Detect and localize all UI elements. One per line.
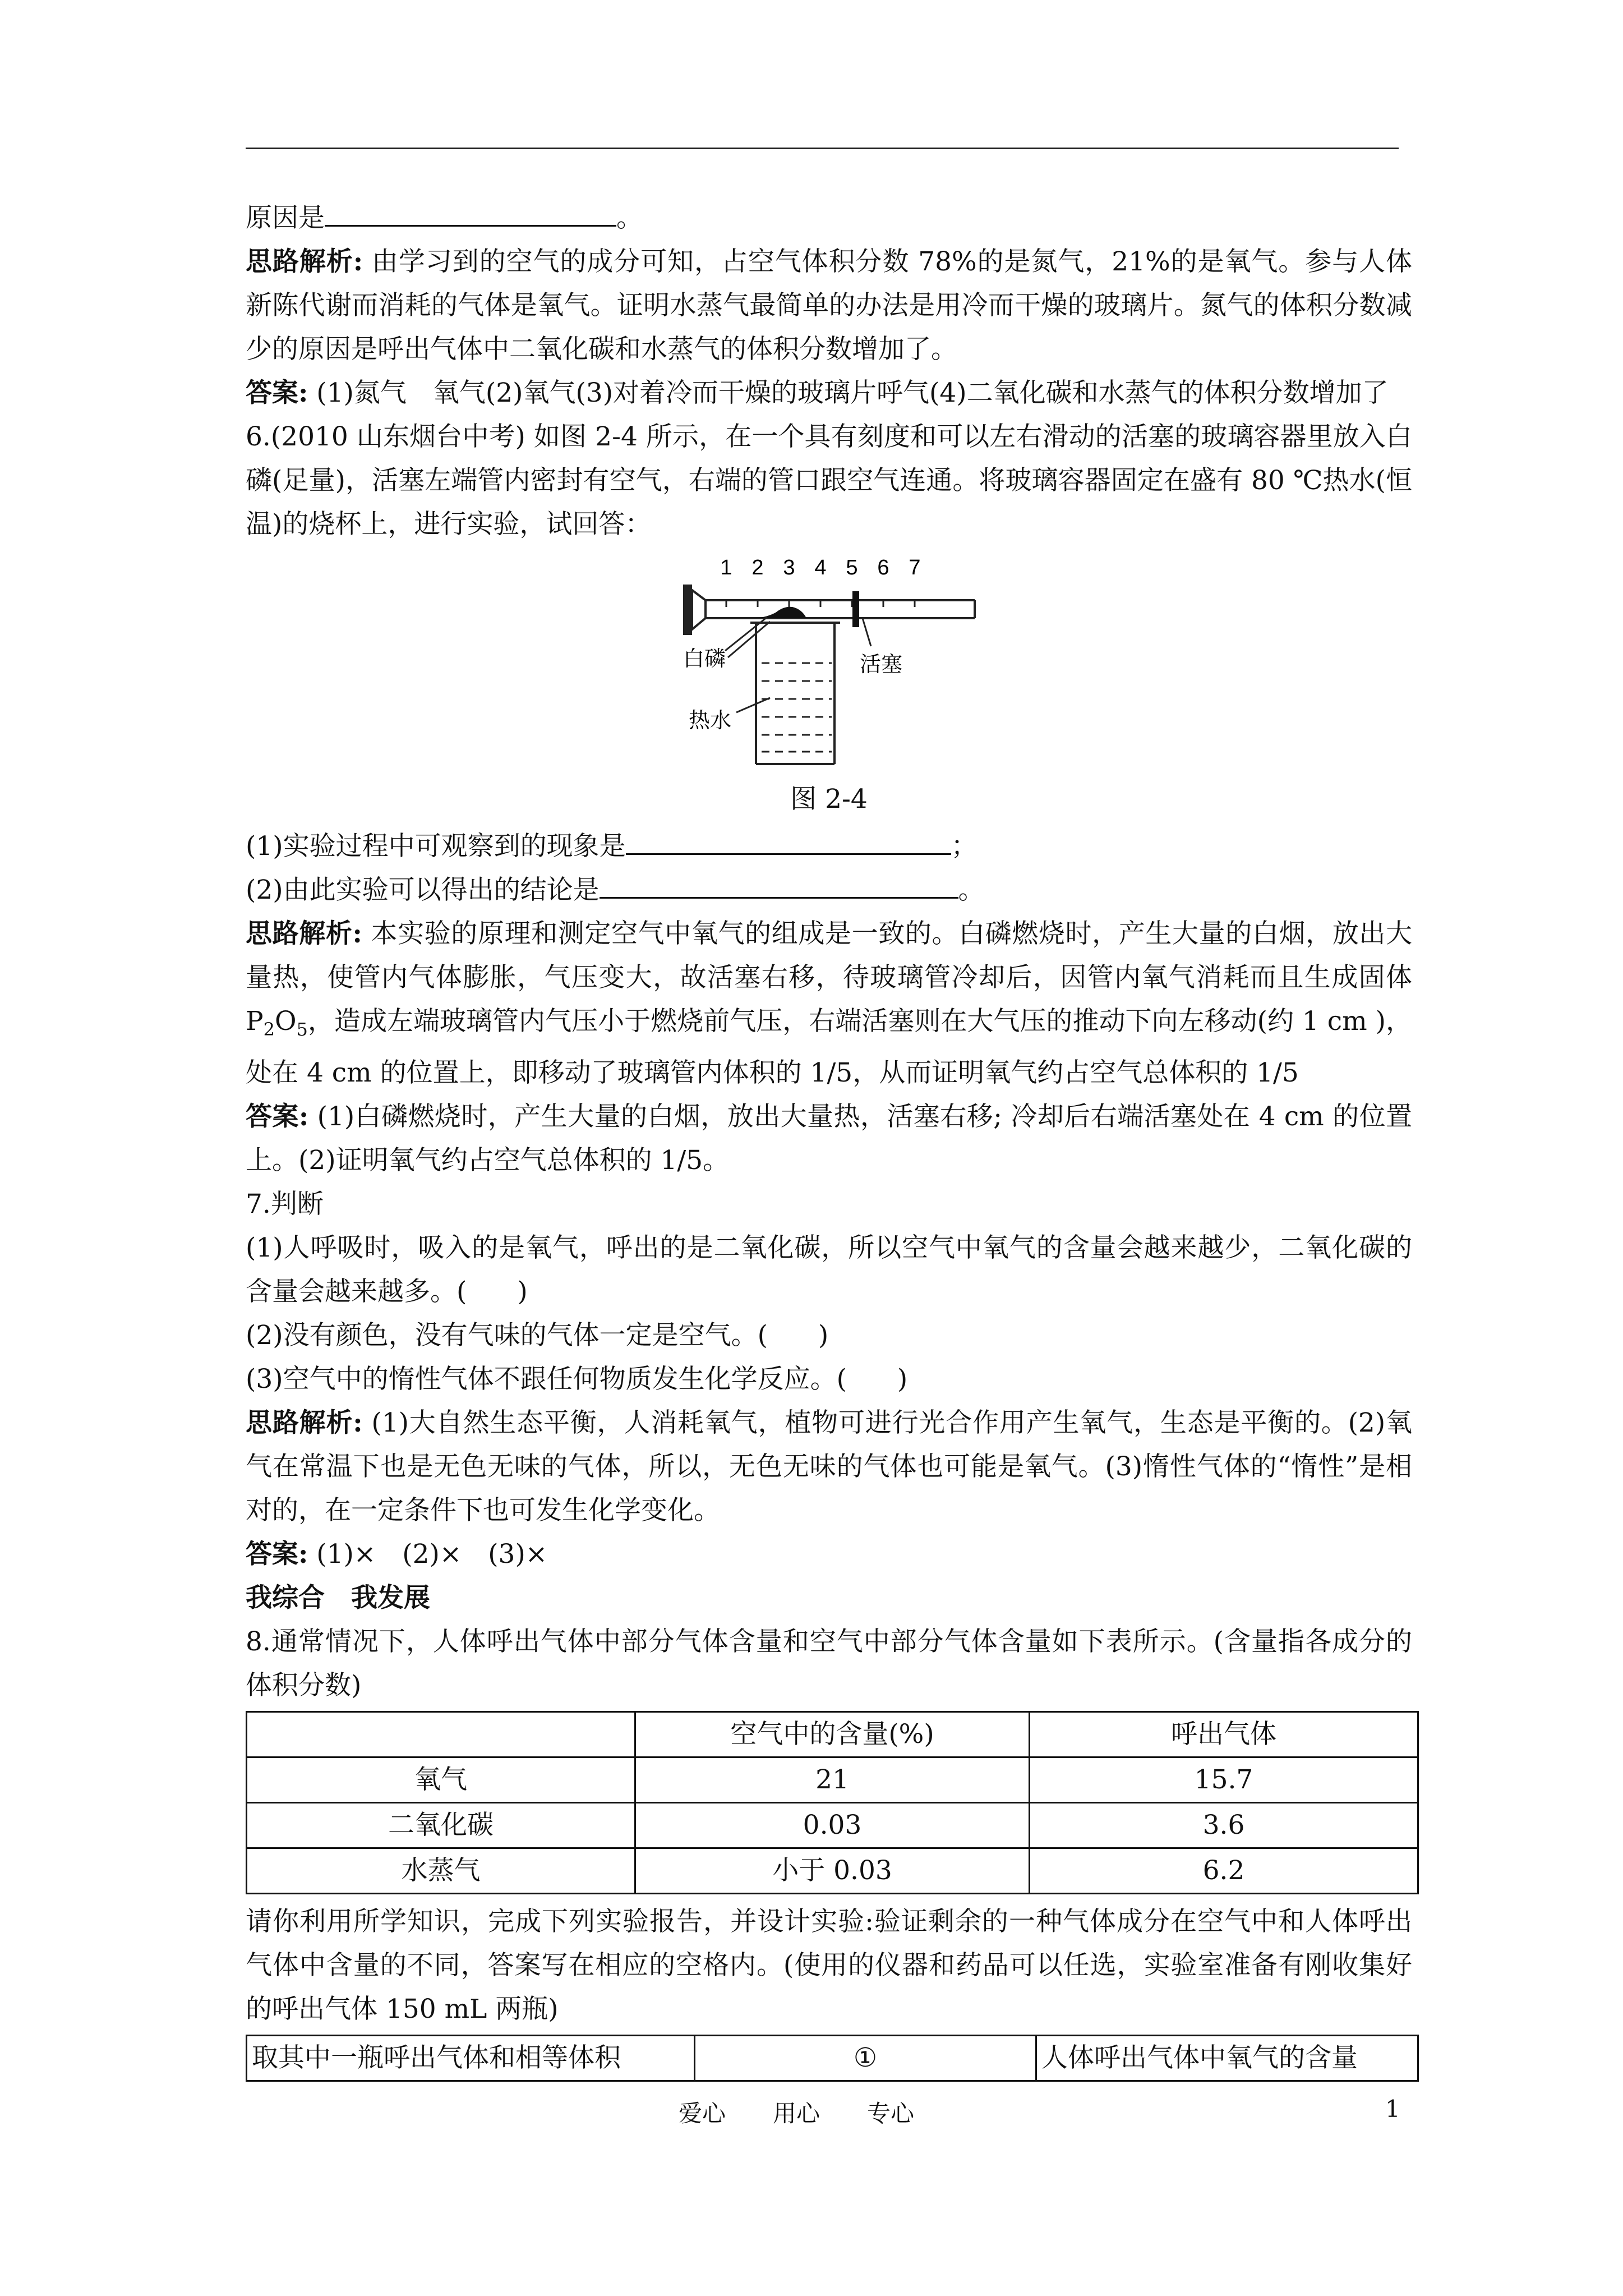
question-6-2 [246, 868, 1412, 912]
question-7-3 [246, 1358, 1412, 1401]
text: ) [818, 1320, 829, 1351]
label-phosphorus: 白磷 [683, 646, 726, 671]
table-row [247, 1757, 1418, 1803]
text: (3)空气中的惰性气体不跟任何物质发生化学反应。( [246, 1364, 847, 1395]
answer-label: 答案: [246, 1101, 309, 1132]
question-7: 7.判断 [246, 1189, 324, 1220]
scale-label: 2 [751, 556, 764, 579]
answer-text: (1)氮气 氧气(2)氧气(3)对着冷而干燥的玻璃片呼气(4)二氧化碳和水蒸气的体积分数增加了 [308, 378, 1389, 408]
label-piston: 活塞 [860, 652, 903, 677]
answer-6 [246, 1095, 1412, 1182]
text: 。 [616, 203, 643, 233]
table-row [247, 1848, 1418, 1894]
table-header-cell [247, 1712, 635, 1757]
figure-caption: 图 2-4 [790, 784, 868, 815]
text: (2)由此实验可以得出的结论是 [246, 875, 600, 905]
text: (2)没有颜色，没有气味的气体一定是空气。( [246, 1320, 768, 1351]
answer-label: 答案: [246, 1539, 308, 1570]
analysis-text: ，造成左端玻璃管内气压小于燃烧前气压，右端活塞则在大气压的推动下向左移动(约 1 cm )，处在 4 cm 的位置上，即移动了玻璃管内体积的 1/5，从而证明氧气约占空气总体积的 1/5 [246, 1006, 1412, 1088]
table-cell: 21 [635, 1757, 1030, 1803]
label-water: 热水 [689, 708, 732, 733]
analysis-label: 思路解析: [246, 918, 362, 949]
table-cell: ① [695, 2036, 1036, 2081]
answer-label: 答案: [246, 378, 308, 408]
question-7-1 [246, 1226, 1412, 1314]
scale-label: 6 [877, 556, 889, 579]
section-heading: 我综合 我发展 [246, 1582, 430, 1613]
text: ) [517, 1276, 528, 1307]
scale-label: 1 [720, 556, 732, 579]
analysis-5 [246, 240, 1412, 371]
analysis-text: 由学习到的空气的成分可知，占空气体积分数 78%的是氮气，21%的是氧气。参与人体新陈代谢而消耗的气体是氧气。证明水蒸气最简单的办法是用冷而干燥的玻璃片。氮气的体积分数减少的原因是呼出气体中二氧化碳和水蒸气的体积分数增加了。 [246, 246, 1412, 365]
table-row [247, 2036, 1418, 2081]
line-reason [246, 196, 1412, 240]
text: ) [897, 1364, 908, 1395]
answer-7 [246, 1533, 1412, 1576]
figure-2-4 [246, 551, 1412, 821]
answer-text: (1)白磷燃烧时，产生大量的白烟，放出大量热，活塞右移; 冷却后右端活塞处在 4 cm 的位置上。(2)证明氧气约占空气总体积的 1/5。 [246, 1101, 1412, 1176]
scale-label: 7 [909, 556, 921, 579]
gas-content-table [246, 1711, 1419, 1894]
analysis-6 [246, 912, 1412, 1095]
scale-label: 4 [814, 556, 827, 579]
header-rule [246, 148, 1399, 149]
page-number: 1 [1385, 2095, 1400, 2123]
analysis-7 [246, 1401, 1412, 1533]
question-6-1 [246, 825, 1412, 868]
analysis-label: 思路解析: [246, 1407, 363, 1438]
question-8: 8.通常情况下，人体呼出气体中部分气体含量和空气中部分气体含量如下表所示。(含量指各成分的体积分数) [246, 1626, 1412, 1701]
table-cell: 二氧化碳 [247, 1803, 635, 1848]
table-cell: 3.6 [1030, 1803, 1418, 1848]
table-cell: 15.7 [1030, 1757, 1418, 1803]
question-6: 6.(2010 山东烟台中考) 如图 2-4 所示，在一个具有刻度和可以左右滑动的活塞的玻璃容器里放入白磷(足量)，活塞左端管内密封有空气，右端的管口跟空气连通。将玻璃容器固定在盛有 80 ℃热水(恒温)的烧杯上，进行实验，试回答： [246, 421, 1412, 540]
text: 原因是 [246, 203, 325, 233]
text: 。 [958, 875, 985, 905]
answer-blank [325, 198, 616, 227]
answer-blank [600, 870, 958, 899]
analysis-text: 本实验的原理和测定空气中氧气的组成是一致的。白磷燃烧时，产生大量的白烟，放出大量热，使管内气体膨胀，气压变大，故活塞右移，待玻璃管冷却后，因管内氧气消耗而且生成固体 P [246, 918, 1413, 1037]
subscript: 2 [263, 1019, 275, 1040]
experiment-report-table [246, 2035, 1419, 2082]
footer-slogan: 爱心 用心 专心 [679, 2100, 915, 2127]
table-row [247, 1803, 1418, 1848]
table-cell: 氧气 [247, 1757, 635, 1803]
table-cell: 0.03 [635, 1803, 1030, 1848]
question-8-instructions: 请你利用所学知识，完成下列实验报告，并设计实验:验证剩余的一种气体成分在空气中和人体呼出气体中含量的不同，答案写在相应的空格内。(使用的仪器和药品可以任选，实验室准备有刚收集好的呼出气体 150 mL 两瓶) [246, 1906, 1412, 2024]
text: (1)实验过程中可观察到的现象是 [246, 831, 626, 862]
scale-label: 3 [783, 556, 795, 579]
answer-blank [626, 826, 951, 855]
text: ； [951, 831, 978, 862]
answer-5 [246, 371, 1412, 415]
answer-text: (1)× (2)× (3)× [308, 1539, 548, 1570]
apparatus-diagram [672, 551, 986, 775]
page-content [246, 196, 1412, 2082]
subscript: 5 [296, 1019, 308, 1040]
analysis-label: 思路解析: [246, 246, 363, 277]
table-cell: 6.2 [1030, 1848, 1418, 1894]
table-header-row [247, 1712, 1418, 1757]
table-cell: 取其中一瓶呼出气体和相等体积 [247, 2036, 695, 2081]
table-cell: 人体呼出气体中氧气的含量 [1036, 2036, 1418, 2081]
text: (1)人呼吸时，吸入的是氧气，呼出的是二氧化碳，所以空气中氧气的含量会越来越少，二氧化碳的含量会越来越多。( [246, 1232, 1412, 1307]
table-cell: 水蒸气 [247, 1848, 635, 1894]
table-cell: 小于 0.03 [635, 1848, 1030, 1894]
table-header-cell: 空气中的含量(%) [635, 1712, 1030, 1757]
table-header-cell: 呼出气体 [1030, 1712, 1418, 1757]
text: O [274, 1006, 297, 1037]
question-7-2 [246, 1314, 1412, 1358]
analysis-text: (1)大自然生态平衡，人消耗氧气，植物可进行光合作用产生氧气，生态是平衡的。(2)氧气在常温下也是无色无味的气体，所以，无色无味的气体也可能是氧气。(3)惰性气体的“惰性”是相对的，在一定条件下也可发生化学变化。 [246, 1407, 1412, 1526]
scale-label: 5 [846, 556, 858, 579]
